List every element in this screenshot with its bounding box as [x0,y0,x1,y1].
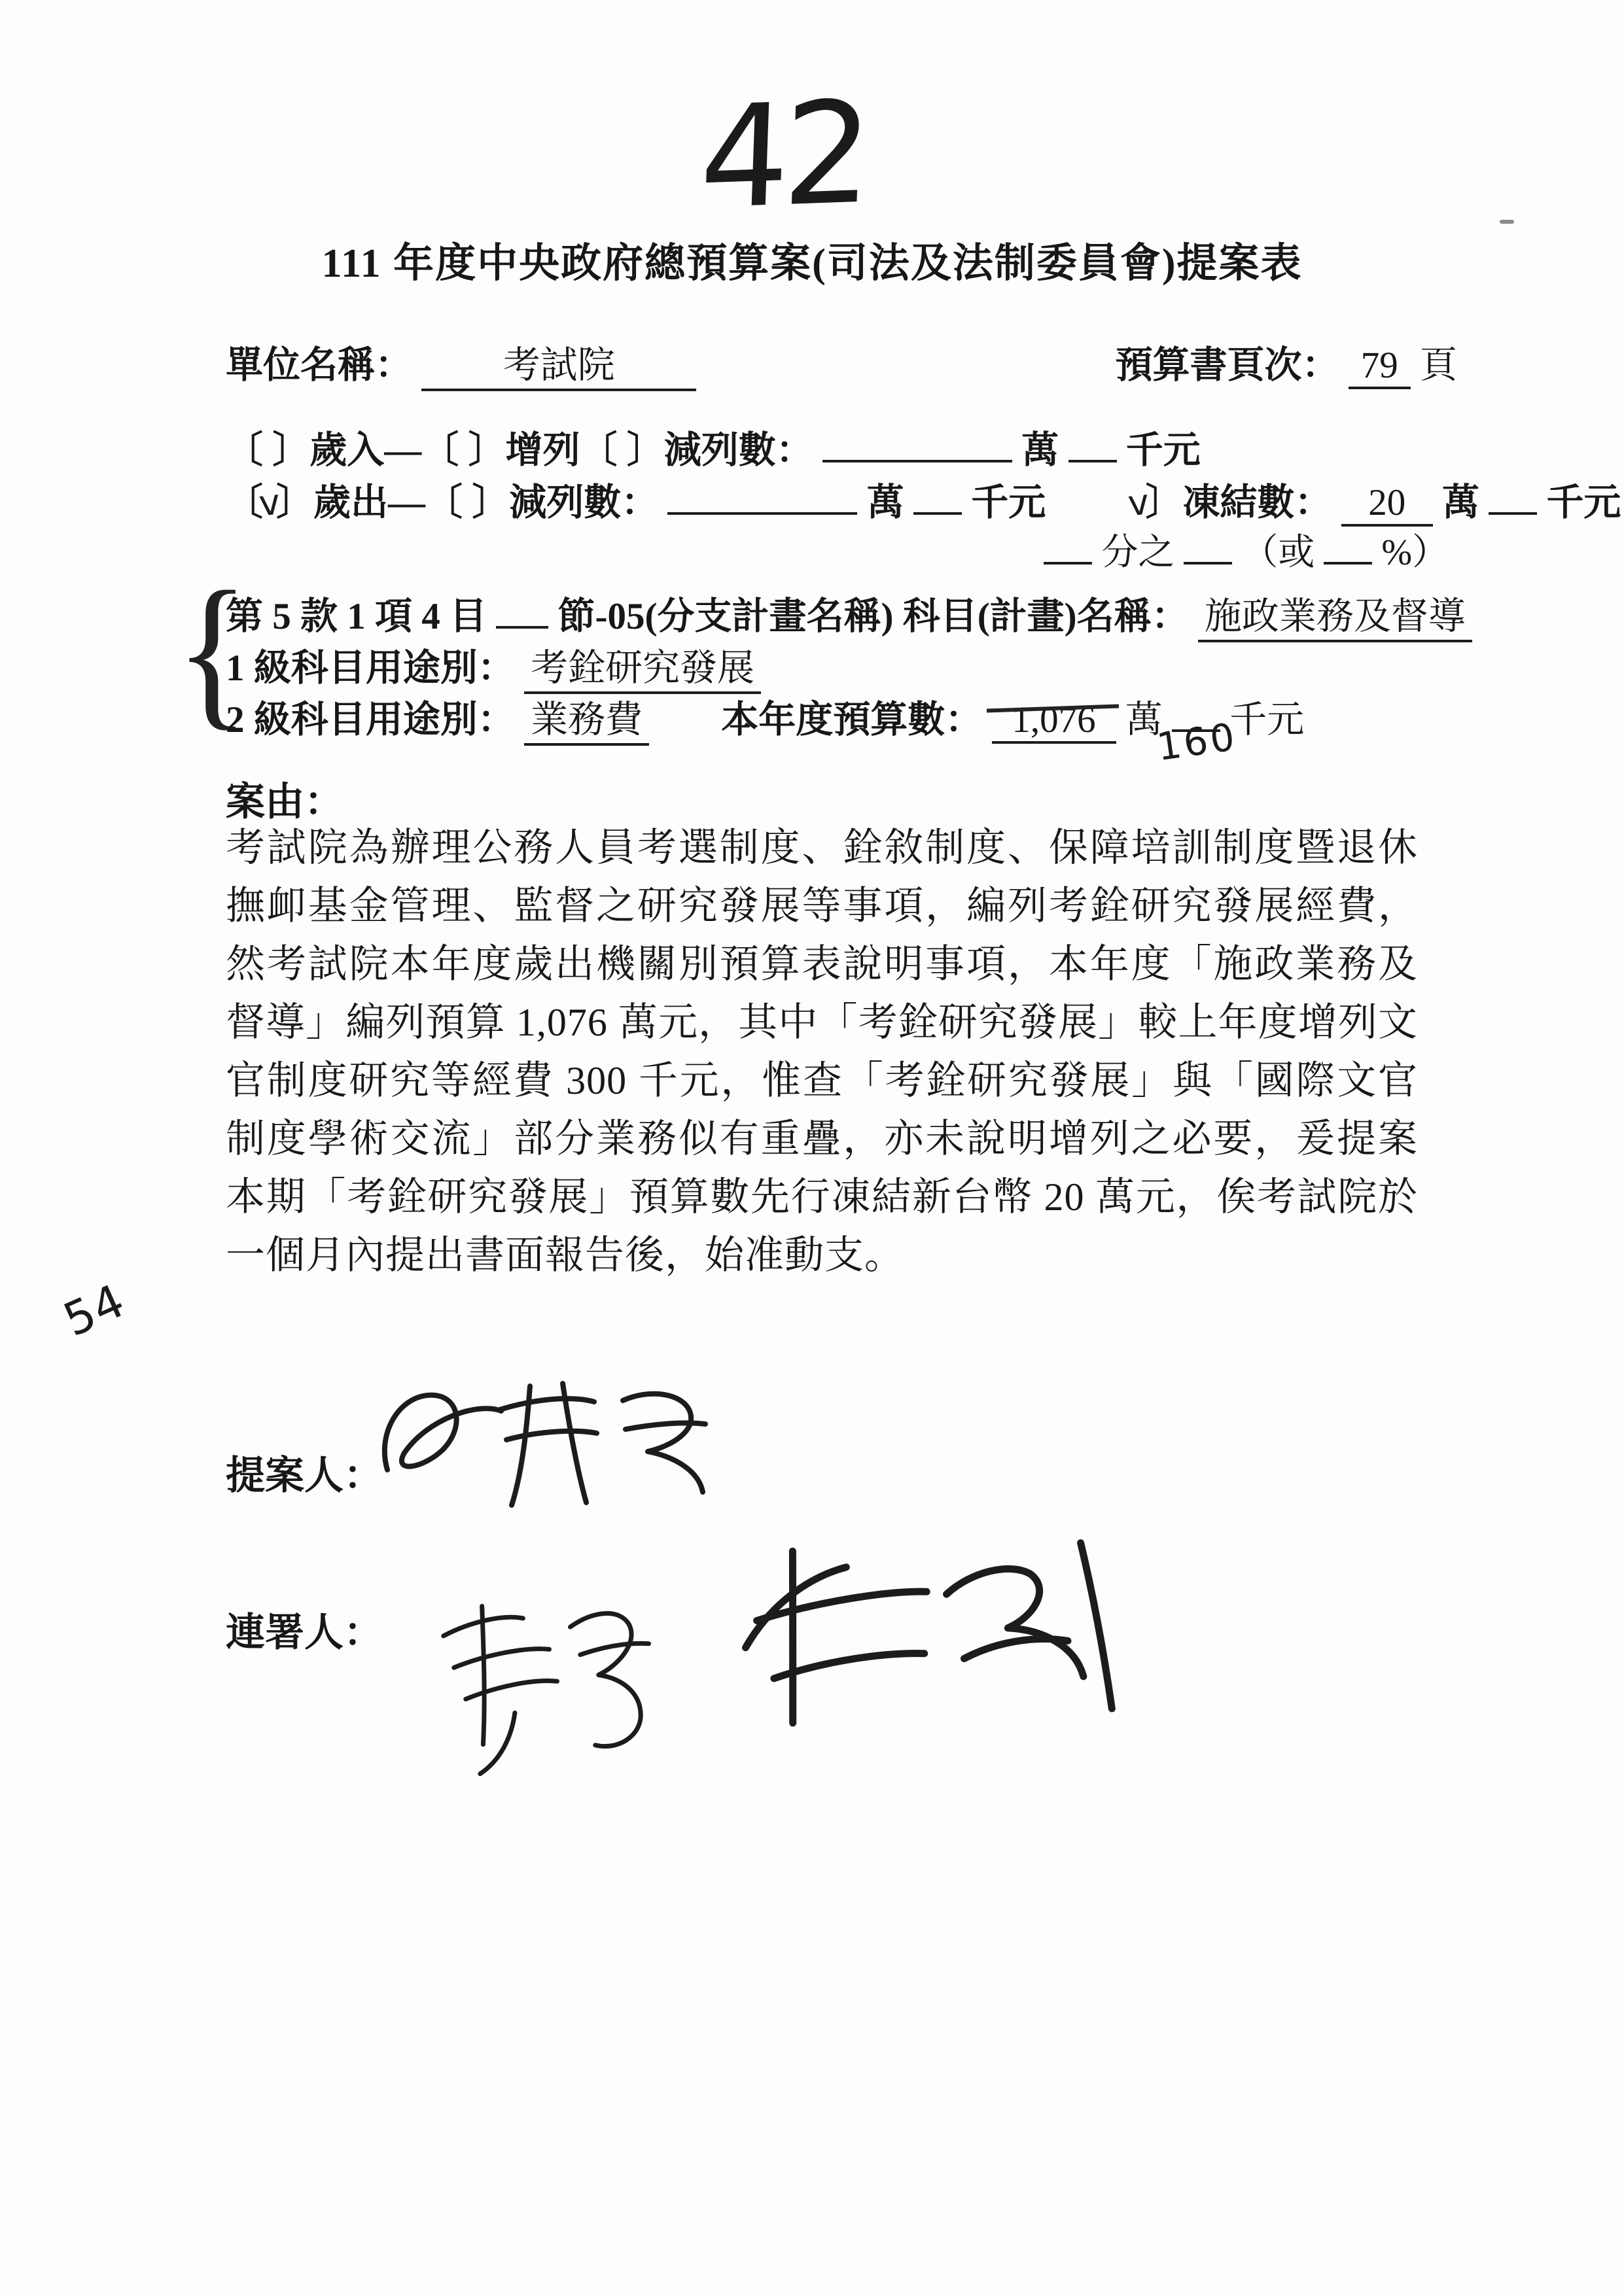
expenditure-box-open: 〔 [226,482,263,523]
fraction-text-3: %） [1381,532,1449,573]
freeze-wan-unit: 萬 [1441,482,1479,523]
cosigner-label: 連署人： [226,1611,383,1654]
expenditure-qian-blank [913,476,962,515]
program-name-value: 施政業務及督導 [1198,586,1472,642]
unit-name-group [226,335,696,391]
budget-book-page-unit: 頁 [1420,345,1457,386]
fraction-blank-1 [1044,526,1092,565]
expenditure-row [226,472,1621,527]
freeze-amount-value: 20 [1341,481,1433,527]
unit-row [226,335,1457,391]
level1-usage-value: 考銓研究發展 [524,638,761,694]
subject-line-3 [226,689,1460,741]
handwritten-amount-correction: 160 [1154,714,1240,770]
proposer-signature [366,1364,733,1527]
case-reason-label: 案由： [226,780,344,824]
jie-blank [496,589,548,629]
freeze-label: 凍結數： [1182,482,1332,523]
budget-book-page-label: 預算書頁次： [1115,345,1339,386]
fraction-text-2: （或 [1241,532,1315,573]
level2-usage-value: 業務費 [524,689,649,746]
freeze-group [1126,481,1621,525]
budget-book-page-group [1116,335,1458,391]
program-name-label: 科目(計畫)名稱： [902,596,1189,637]
subject-line-1 [226,586,1466,638]
annual-budget-wan-unit: 萬 [1125,699,1163,740]
freeze-bracket: 〕 [1145,482,1183,523]
revenue-qian-unit: 千元 [1125,430,1201,471]
expenditure-qian-unit: 千元 [971,482,1046,523]
freeze-qian-blank [1489,476,1537,515]
revenue-wan-unit: 萬 [1021,430,1059,471]
level1-usage-label: 1 級科目用途別： [226,648,515,689]
annual-budget-qian-unit: 千元 [1229,699,1305,740]
form-title: 111 年度中央政府總預算案(司法及法制委員會)提案表 [321,241,1303,286]
section-brace-icon: { [175,557,250,745]
scan-artifact [1500,220,1514,224]
fraction-blank-3 [1324,526,1372,565]
case-reason-body: 考試院為辦理公務人員考選制度、銓敘制度、保障培訓制度暨退休撫卹基金管理、監督之研究發展等事項，編列考銓研究發展經費，然考試院本年度歲出機關別預算表說明事項，本年度「施政業務及督導」編列預算 1,076 萬元，其中「考銓研究發展」較上年度增列文官制度研究等經費 300 千元，惟查「考銓研究發展」與「國際文官制度學術交流」部分業務似有重疊，亦未說明增列之必要，爰提案本期「考銓研究發展」預算數先行凍結新台幣 20 萬元，俟考試院於一個月內提出書面報告後，始准動支。 [226,826,1418,1277]
handwritten-margin-note: 54 [56,1273,133,1348]
cosigner-signature-2 [711,1503,1131,1752]
budget-book-page-value: 79 [1349,344,1411,389]
expenditure-checkmark: v [256,481,283,525]
proposer-label: 提案人： [226,1454,383,1497]
unit-name-label: 單位名稱： [226,345,412,386]
unit-name-value: 考試院 [421,335,696,391]
expenditure-row-text: 〕歲出—〔 〕減列數： [275,482,659,523]
annual-budget-value: 1,076 [992,699,1116,744]
revenue-row [226,420,1457,474]
fraction-row [1044,523,1449,576]
expenditure-wan-unit: 萬 [866,482,904,523]
annual-budget-label: 本年度預算數： [721,699,983,740]
fraction-text-1: 分之 [1101,532,1175,573]
subject-line-2 [226,638,1460,689]
revenue-qian-blank [1068,423,1117,462]
item-number-text: 第 5 款 1 項 4 目 [226,596,487,637]
subject-section [226,586,1466,741]
cosigner-signature-1 [400,1558,716,1789]
handwritten-page-number: 42 [697,70,869,241]
revenue-amount-blank [822,423,1012,462]
jie-text: 節-05(分支計畫名稱) [557,596,894,637]
freeze-qian-unit: 千元 [1546,482,1621,523]
revenue-row-text: 〔 〕歲入—〔 〕增列〔 〕減列數： [226,430,813,471]
fraction-blank-2 [1184,526,1232,565]
level2-usage-label: 2 級科目用途別： [226,699,515,740]
freeze-checkmark: v [1126,481,1152,525]
expenditure-amount-blank [667,476,857,515]
